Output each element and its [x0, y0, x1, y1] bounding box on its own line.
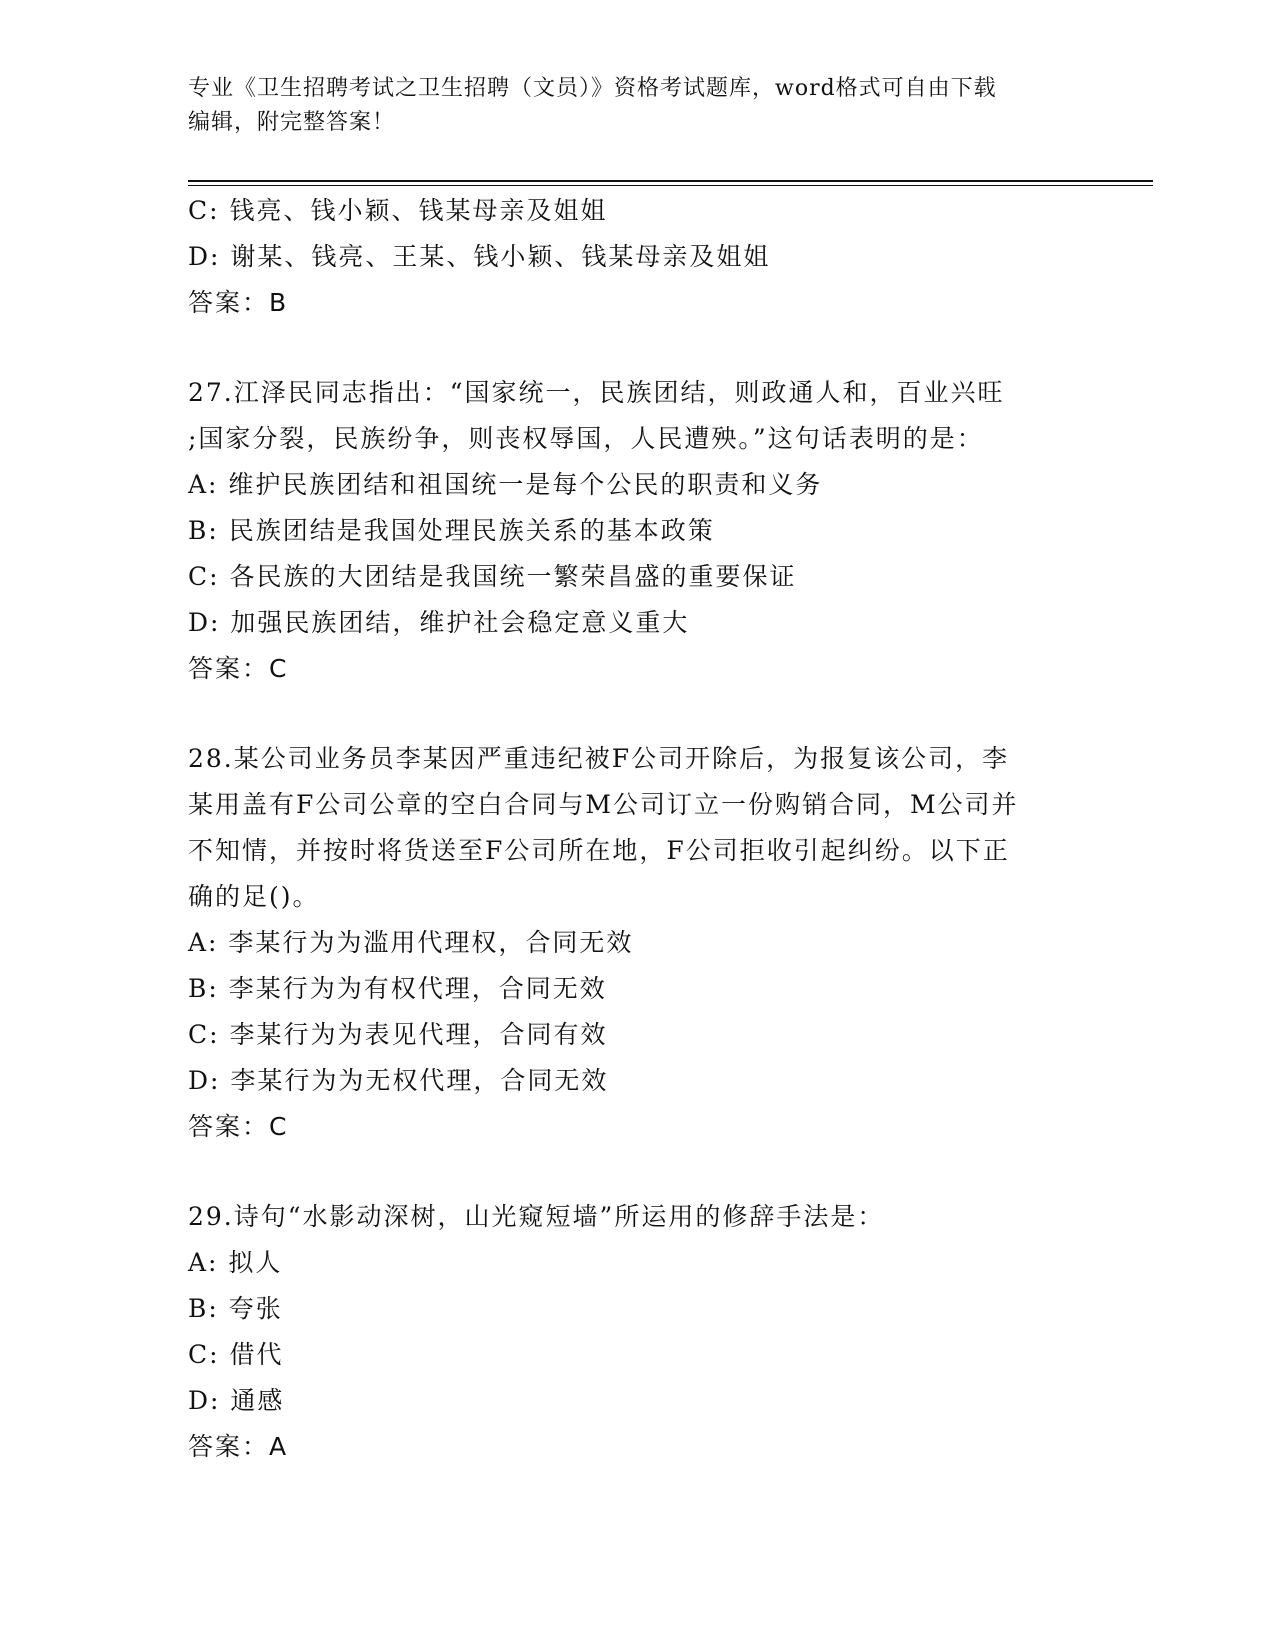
- page-header: [188, 72, 1088, 140]
- spacer: [188, 1150, 1088, 1194]
- answer: 答案：A: [188, 1432, 289, 1461]
- option-a: A: 拟人: [188, 1248, 283, 1277]
- header-line-1: 专业《卫生招聘考试之卫生招聘（文员）》资格考试题库，word格式可自由下载: [188, 76, 997, 101]
- answer: 答案：C: [188, 1112, 289, 1141]
- option-b: B: 李某行为为有权代理，合同无效: [188, 974, 607, 1003]
- question-stem-line: ;国家分裂，民族纷争，则丧权辱国，人民遭殃。”这句话表明的是：: [188, 424, 984, 453]
- option-b: B: 民族团结是我国处理民族关系的基本政策: [188, 516, 715, 545]
- question-stem-line: 28.某公司业务员李某因严重违纪被F公司开除后，为报复该公司，李: [188, 744, 1010, 773]
- option-c: C: 李某行为为表见代理，合同有效: [188, 1020, 608, 1049]
- option-a: A: 李某行为为滥用代理权，合同无效: [188, 928, 634, 957]
- question-stem-line: 29.诗句“水影动深树，山光窥短墙”所运用的修辞手法是：: [188, 1202, 885, 1231]
- header-divider-thick: [188, 180, 1153, 182]
- question-28: [188, 736, 1088, 1150]
- question-27: [188, 370, 1088, 692]
- question-stem-line: 27.江泽民同志指出：“国家统一，民族团结，则政通人和，百业兴旺: [188, 378, 1005, 407]
- answer: 答案：C: [188, 654, 289, 683]
- spacer: [188, 326, 1088, 370]
- carryover-option-d: D: 谢某、钱亮、王某、钱小颖、钱某母亲及姐姐: [188, 242, 771, 271]
- spacer: [188, 692, 1088, 736]
- header-divider-thin: [188, 185, 1153, 186]
- question-stem-line: 不知情，并按时将货送至F公司所在地，F公司拒收引起纠纷。以下正: [188, 836, 1010, 865]
- question-stem-line: 确的足()。: [188, 882, 320, 911]
- header-line-2: 编辑，附完整答案！: [188, 110, 396, 135]
- question-29: [188, 1194, 1088, 1470]
- carryover-option-c: C: 钱亮、钱小颖、钱某母亲及姐姐: [188, 196, 608, 225]
- option-c: C: 各民族的大团结是我国统一繁荣昌盛的重要保证: [188, 562, 797, 591]
- option-c: C: 借代: [188, 1340, 284, 1369]
- carryover-answer: 答案：B: [188, 288, 289, 317]
- option-a: A: 维护民族团结和祖国统一是每个公民的职责和义务: [188, 470, 823, 499]
- option-d: D: 通感: [188, 1386, 285, 1415]
- option-b: B: 夸张: [188, 1294, 283, 1323]
- option-d: D: 加强民族团结，维护社会稳定意义重大: [188, 608, 690, 637]
- option-d: D: 李某行为为无权代理，合同无效: [188, 1066, 609, 1095]
- question-stem-line: 某用盖有F公司公章的空白合同与M公司订立一份购销合同，M公司并: [188, 790, 1019, 819]
- question-content: [188, 188, 1088, 1470]
